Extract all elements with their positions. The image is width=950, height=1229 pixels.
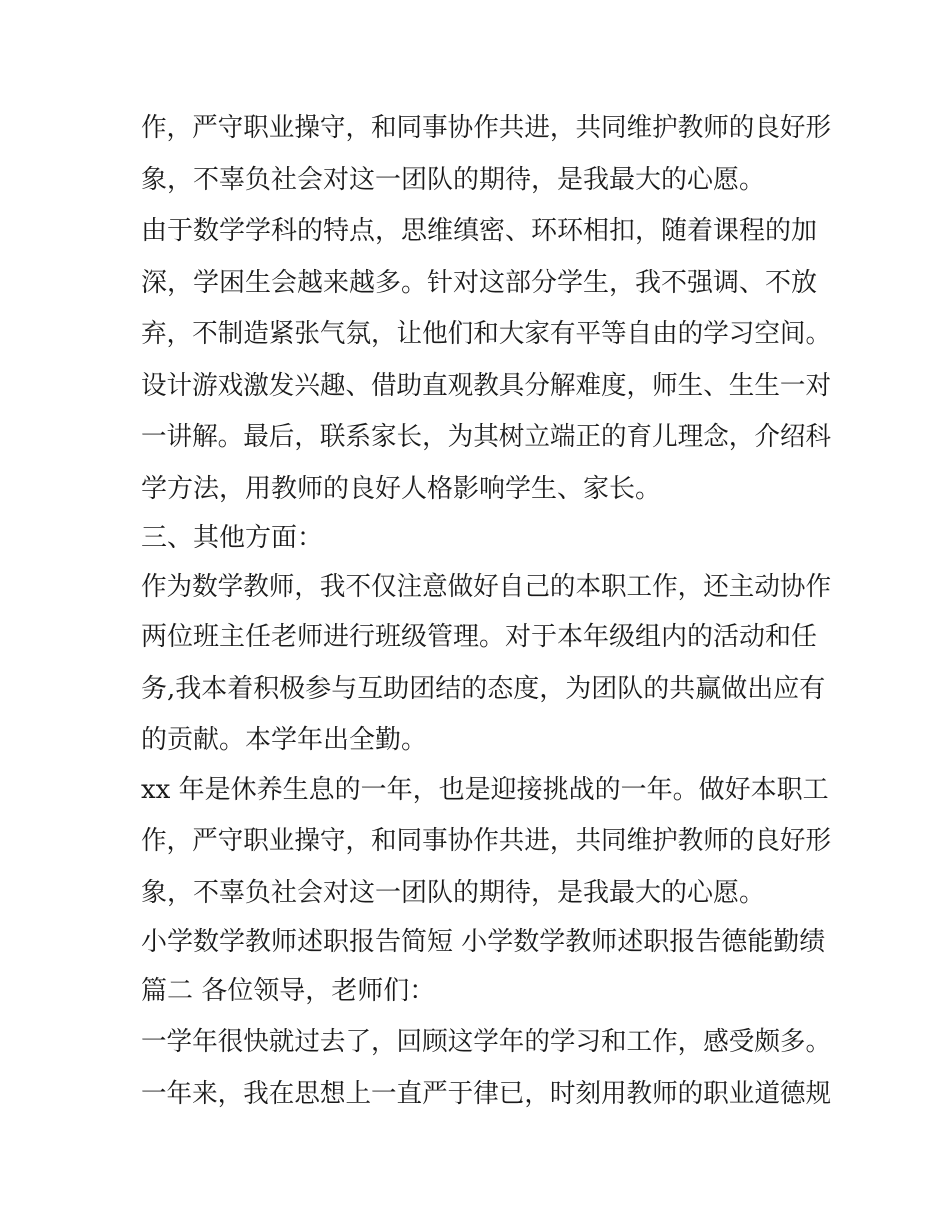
text-line: 两位班主任老师进行班级管理。对于本年级组内的活动和任 — [141, 622, 818, 652]
text-line: 设计游戏激发兴趣、借助直观教具分解难度，师生、生生一对 — [141, 371, 832, 401]
text-line: 务,我本着积极参与互助团结的态度，为团队的共赢做出应有 — [141, 674, 826, 704]
text-line: 由于数学学科的特点，思维缜密、环环相扣，随着课程的加 — [141, 216, 818, 246]
text-line: xx 年是休养生息的一年，也是迎接挑战的一年。做好本职工 — [141, 775, 829, 805]
section-heading: 三、其他方面： — [141, 523, 324, 553]
text-line: 弃，不制造紧张气氛，让他们和大家有平等自由的学习空间。 — [141, 319, 832, 349]
text-line: 象，不辜负社会对这一团队的期待，是我最大的心愿。 — [141, 878, 766, 908]
text-line: 象，不辜负社会对这一团队的期待，是我最大的心愿。 — [141, 165, 766, 195]
text-line: 的贡献。本学年出全勤。 — [141, 725, 428, 755]
text-line: 深，学困生会越来越多。针对这部分学生，我不强调、不放 — [141, 268, 818, 298]
text-line: 小学数学教师述职报告简短 小学数学教师述职报告德能勤绩 — [141, 927, 826, 957]
text-line: 学方法，用教师的良好人格影响学生、家长。 — [141, 474, 662, 504]
text-line: 作，严守职业操守，和同事协作共进，共同维护教师的良好形 — [141, 113, 832, 143]
text-line: 篇二 各位领导，老师们： — [141, 976, 436, 1006]
text-line: 一年来，我在思想上一直严于律已，时刻用教师的职业道德规 — [141, 1079, 832, 1109]
text-line: 作为数学教师，我不仅注意做好自己的本职工作，还主动协作 — [141, 572, 832, 602]
text-line: 一讲解。最后，联系家长，为其树立端正的育儿理念，介绍科 — [141, 422, 832, 452]
text-line: 一学年很快就过去了，回顾这学年的学习和工作，感受颇多。 — [141, 1027, 832, 1057]
text-line: 作，严守职业操守，和同事协作共进，共同维护教师的良好形 — [141, 826, 832, 856]
